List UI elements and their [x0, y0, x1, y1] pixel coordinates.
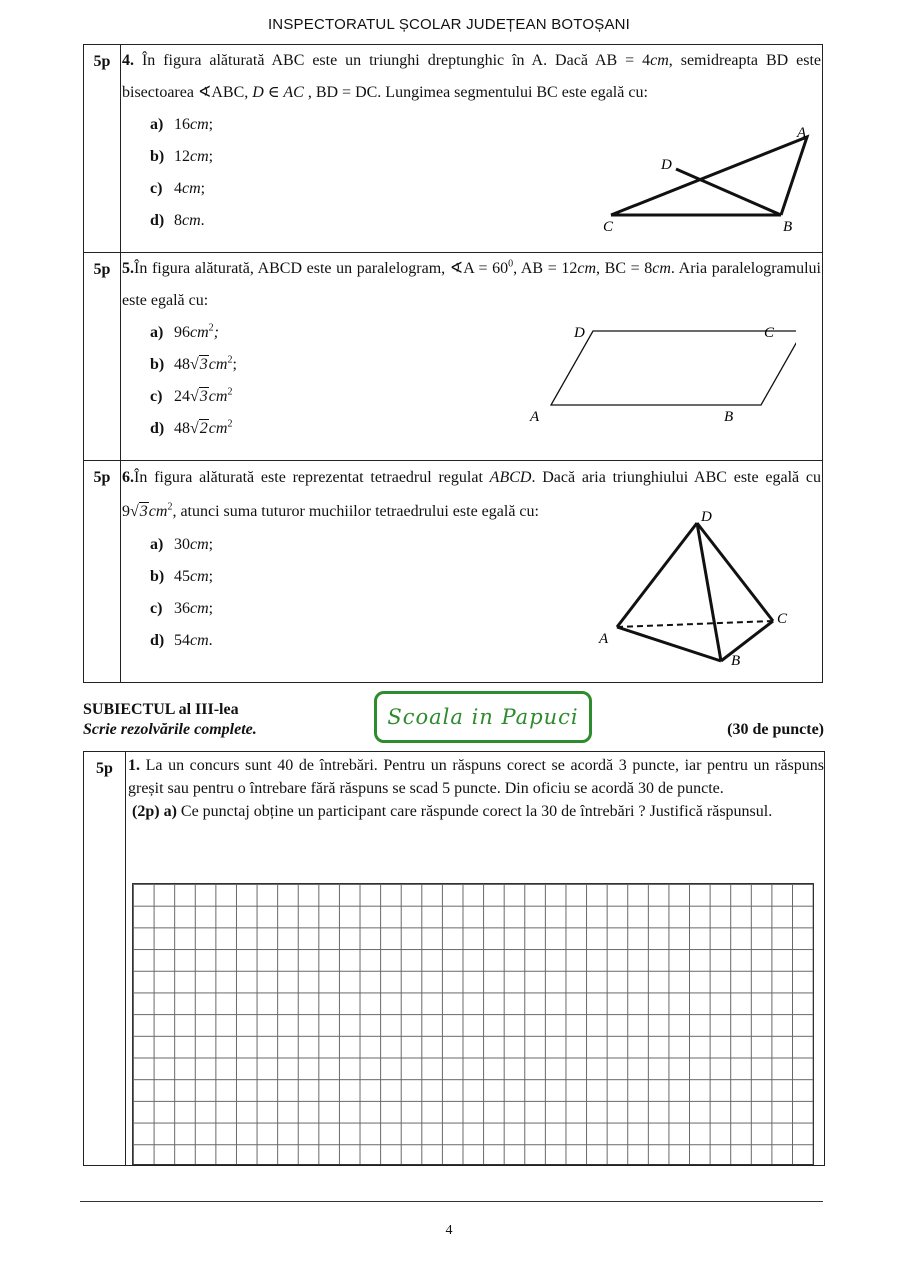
q4-option-c: c) 4cm;	[150, 180, 206, 197]
q4-option-d: d) 8cm.	[150, 212, 205, 229]
edge-ab	[617, 627, 721, 661]
edge-ad	[617, 523, 697, 627]
subject-3-points: 5p	[84, 752, 126, 1165]
question-6-body	[121, 461, 823, 683]
q4-text-c: , BD = DC. Lungimea segmentului BC este egală cu:	[303, 84, 648, 101]
site-logo: Scoala in Papuci	[374, 691, 592, 743]
label-d: D	[701, 509, 712, 525]
question-5-table	[83, 252, 823, 461]
q5-option-b: b) $48√3cm^2$;	[150, 354, 237, 373]
question-4-text	[122, 45, 821, 109]
question-5-points: 5p	[84, 253, 121, 461]
q5-option-d: d) $48√2cm^2$	[150, 418, 233, 437]
edge-ac-hidden	[617, 621, 773, 627]
question-4-body	[121, 45, 823, 253]
page-header: INSPECTORATUL ȘCOLAR JUDEȚEAN BOTOȘANI	[267, 16, 631, 33]
subject-3-question-1-text	[128, 754, 824, 823]
unit: cm	[650, 52, 669, 69]
triangle-abc	[611, 137, 807, 215]
question-number: 4.	[122, 52, 134, 69]
q4-math: D ∈ AC	[252, 84, 304, 101]
q6-option-a: a) 30cm;	[150, 536, 214, 553]
label-d: D	[574, 325, 585, 341]
q6-option-d: d) 54cm.	[150, 632, 213, 649]
label-a: A	[797, 125, 807, 141]
edge-dc	[697, 523, 773, 621]
question-4-points: 5p	[84, 45, 121, 253]
label-b: B	[783, 219, 793, 235]
q4-option-a: a) 16cm;	[150, 116, 214, 133]
question-6-text: 6.În figura alăturată este reprezentat tetraedrul regulat ABCD. Dacă aria triunghiului ABC este egală cu $9√3cm^2$, atunci suma tuturor muchiilor tetraedrului este egală cu:	[122, 469, 821, 520]
q6-option-b: b) 45cm;	[150, 568, 214, 585]
q1-statement: 1. La un concurs sunt 40 de întrebări. Pentru un răspuns corect se acordă 3 puncte, iar pentru un răspuns greșit sau pentru o întrebare fără răspuns se scad 5 puncte. Din oficiu se acordă 30 de puncte.	[128, 757, 824, 797]
edge-db	[697, 523, 721, 661]
q4-triangle-figure	[561, 123, 831, 243]
bisector-bd	[676, 169, 781, 215]
q5-option-a: a) $96cm^2$;	[150, 322, 219, 341]
question-4-table	[83, 44, 823, 253]
page-number: 4	[445, 1223, 453, 1238]
question-6-table	[83, 460, 823, 683]
footer-divider	[80, 1201, 823, 1202]
subject-3-question-1-box	[83, 751, 825, 1166]
label-c: C	[777, 611, 788, 627]
subject-3-total-points: (30 de puncte)	[727, 721, 824, 738]
q6-tetrahedron-figure	[591, 505, 821, 680]
label-c: C	[603, 219, 614, 235]
question-5-body	[121, 253, 823, 461]
q4-text-b: , semidreapta BD este bisectoarea ∢ABC,	[122, 52, 822, 101]
question-6-points: 5p	[84, 461, 121, 683]
question-5-text: 5.În figura alăturată, ABCD este un paralelogram, ∢A = $60^0$, AB = 12cm, BC = 8cm. Aria paralelogramului este egală cu:	[122, 258, 821, 309]
label-a: A	[530, 409, 540, 425]
parallelogram-abcd	[551, 331, 796, 405]
q5-parallelogram-figure	[526, 321, 796, 431]
label-b: B	[724, 409, 734, 425]
q4-option-b: b) 12cm;	[150, 148, 214, 165]
edge-bc	[721, 621, 773, 661]
label-c: C	[764, 325, 775, 341]
q4-text-a: În figura alăturată ABC este un triunghi dreptunghic în A. Dacă AB = 4	[134, 52, 651, 69]
label-d: D	[661, 157, 672, 173]
q1a-statement: (2p) a) Ce punctaj obține un participant care răspunde corect la 30 de întrebări ? Justifică răspunsul.	[132, 803, 773, 820]
label-a: A	[599, 631, 609, 647]
q5-option-c: c) $24√3cm^2$	[150, 386, 233, 405]
answer-grid[interactable]	[132, 883, 814, 1165]
q6-option-c: c) 36cm;	[150, 600, 214, 617]
label-b: B	[731, 653, 741, 669]
subject-3-instruction: Scrie rezolvările complete.	[83, 721, 257, 738]
subject-3-title: SUBIECTUL al III-lea	[83, 701, 239, 718]
